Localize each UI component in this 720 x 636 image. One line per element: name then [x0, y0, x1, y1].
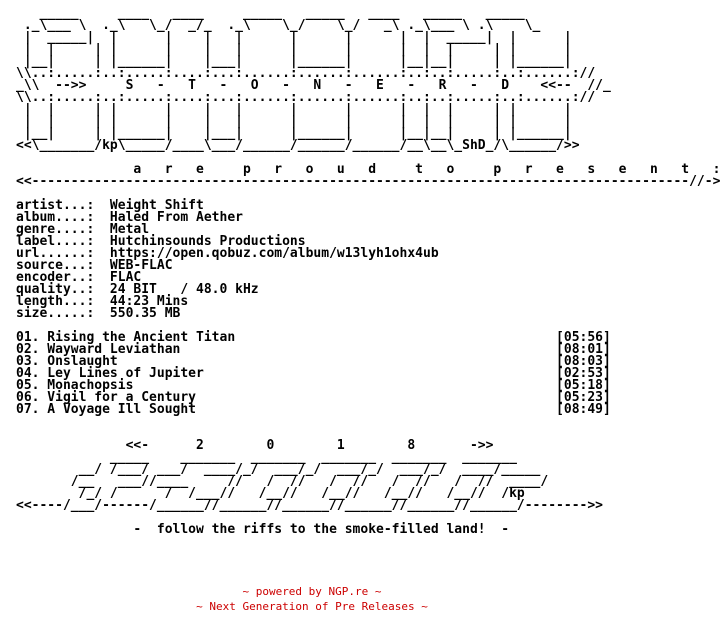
nfo-line: 05. Monachopsis [05:18]: [16, 378, 611, 393]
nfo-line: label....: Hutchinsounds Productions: [16, 234, 306, 249]
nfo-line: /_/ / / /___// /__// /__// /__// /__// /kp: [16, 486, 525, 501]
nfo-line: album....: Haled From Aether: [16, 210, 243, 225]
nfo-line: | _____| | | | | | | | | _____| | |: [16, 30, 580, 45]
nfo-line: ._\___ \ ._\ \_/ _/_ ._\ \_/ \_/ _\ ._\___ \ .\ \_: [16, 18, 541, 33]
nfo-line: <<----/___/------/______//______//______//______//______//______/-------->>: [16, 498, 603, 513]
nfo-line: |__| | |______| |___| |______| |__|__| | |______|: [16, 126, 580, 141]
nfo-line: \\..:.....:..:.....:....:...:......:......:......:..:..:.....:..:......://: [16, 90, 596, 105]
nfo-line: |__| | |______| |___| |______| |__|__| | |______|: [16, 54, 580, 69]
nfo-line: \\..:.....:..:.....:....:...:......:......:......:..:..:.....:..:......://: [16, 66, 596, 81]
nfo-text: [16, 8, 720, 536]
nfo-line: source...: WEB-FLAC: [16, 258, 173, 273]
powered-by-text: ~ powered by NGP.re ~: [242, 585, 382, 598]
nfo-line: 01. Rising the Ancient Titan [05:56]: [16, 330, 611, 345]
nfo-line: size.....: 550.35 MB: [16, 306, 181, 321]
nfo-line: encoder..: FLAC: [16, 270, 142, 285]
nfo-line: 07. A Voyage Ill Sought [08:49]: [16, 402, 611, 417]
nfo-line: <<\_______/kp\_____/____\___/______/______/______/__\__\_ShD_/\______/>>: [16, 138, 580, 153]
nfo-line: __/ /___/ ___/ ____/_/ ___/_/ ___/_/ ___/_/ ____/_____: [16, 462, 541, 477]
nfo-line: length...: 44:23 Mins: [16, 294, 189, 309]
nfo-line: 02. Wayward Leviathan [08:01]: [16, 342, 611, 357]
nfo-line: | | | | | | | | | | | | | | |: [16, 102, 580, 117]
nfo-line: quality..: 24 BIT / 48.0 kHz: [16, 282, 259, 297]
nfo-line: _____ ____ ____ _____ _____ ____ _____ _____: [16, 6, 533, 21]
nfo-line: 03. Onslaught [08:03]: [16, 354, 611, 369]
nfo-line: <<- 2 0 1 8 ->>: [16, 438, 494, 453]
ngp-tagline: ~ Next Generation of Pre Releases ~: [196, 600, 428, 613]
nfo-line: | | | | | | | | | | | | | | |: [16, 42, 580, 57]
nfo-line: genre....: Metal: [16, 222, 150, 237]
nfo-line: artist...: Weight Shift: [16, 198, 204, 213]
nfo-line: url......: https://open.qobuz.com/album/w13lyh1ohx4ub: [16, 246, 439, 261]
nfo-line: a r e p r o u d t o p r e s e n t :: [16, 162, 720, 177]
nfo-line: | | | | | | | | | | | | | | |: [16, 114, 580, 129]
nfo-line: - follow the riffs to the smoke-filled land! -: [16, 522, 510, 537]
nfo-line: /__ ___//____ // / // / // / // / // ____/: [16, 474, 549, 489]
nfo-line: _\\ -->> S - T - O - N - E - R - D <<-- //_: [16, 78, 611, 93]
nfo-line: <<------------------------------------------------------------------------------------//->: [16, 174, 720, 189]
nfo-line: _____ _______ _______ _______ _______ _______: [16, 450, 517, 465]
nfo-line: 04. Ley Lines of Jupiter [02:53]: [16, 366, 611, 381]
nfo-line: 06. Vigil for a Century [05:23]: [16, 390, 611, 405]
